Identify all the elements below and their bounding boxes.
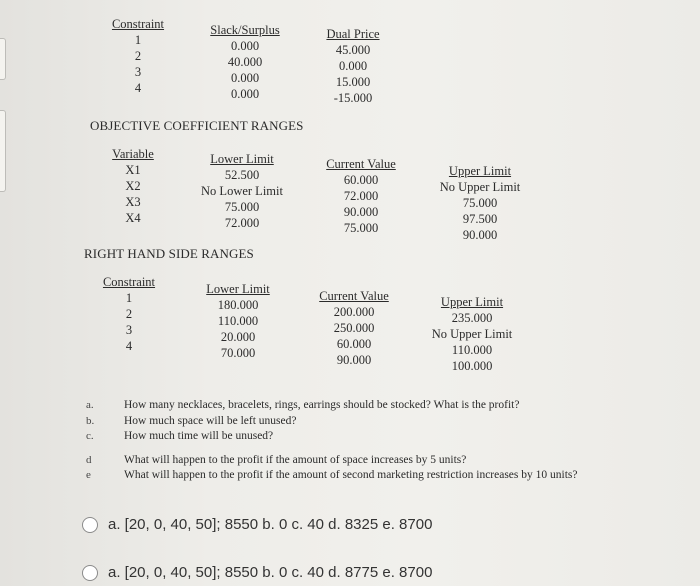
cell: No Upper Limit xyxy=(439,180,521,194)
objective-ranges-heading: OBJECTIVE COEFFICIENT RANGES xyxy=(90,118,304,133)
cell: No Lower Limit xyxy=(201,184,283,198)
rhs-current-column xyxy=(310,288,398,368)
obj-current-column xyxy=(316,156,406,236)
dual-slack-column xyxy=(200,22,290,102)
cell: 75.000 xyxy=(343,221,379,235)
radio-button[interactable] xyxy=(82,565,98,581)
cell: 72.000 xyxy=(343,189,379,203)
cell: 100.000 xyxy=(451,359,493,373)
question-text: What will happen to the profit if the amount of space increases by 5 units? xyxy=(124,453,467,466)
cell: 110.000 xyxy=(451,343,493,357)
cell: 3 xyxy=(134,65,142,79)
rhs-constraint-column xyxy=(98,274,160,354)
cell: 4 xyxy=(134,81,142,95)
cell: 60.000 xyxy=(343,173,379,187)
cell: 0.000 xyxy=(230,39,260,53)
answer-option[interactable] xyxy=(82,564,432,581)
radio-button[interactable] xyxy=(82,517,98,533)
cell: 110.000 xyxy=(217,314,259,328)
answer-option-label: a. [20, 0, 40, 50]; 8550 b. 0 c. 40 d. 8775 e. 8700 xyxy=(108,564,433,581)
cell: 1 xyxy=(125,291,133,305)
cell: X2 xyxy=(125,179,141,193)
rhs-upper-column xyxy=(420,294,524,374)
question-letter: b. xyxy=(86,414,95,427)
cell: 52.500 xyxy=(224,168,260,182)
column-header: Lower Limit xyxy=(206,282,270,296)
column-header: Variable xyxy=(112,147,154,161)
cell: 90.000 xyxy=(336,353,372,367)
cell: 90.000 xyxy=(343,205,379,219)
question-letter: c. xyxy=(86,430,94,442)
rhs-lower-column xyxy=(196,281,280,361)
cell: X3 xyxy=(125,195,141,209)
answer-option-label: a. [20, 0, 40, 50]; 8550 b. 0 c. 40 d. 8325 e. 8700 xyxy=(108,516,433,533)
cell: 4 xyxy=(125,339,133,353)
column-header: Slack/Surplus xyxy=(210,23,280,37)
cell: X4 xyxy=(125,211,141,225)
dual-price-column xyxy=(312,26,394,106)
question-text: What will happen to the profit if the amount of second marketing restriction increases by 10 units? xyxy=(124,469,578,481)
cell: No Upper Limit xyxy=(431,327,513,341)
cell: X1 xyxy=(125,163,141,177)
cell: 2 xyxy=(125,307,133,321)
cell: 235.000 xyxy=(451,311,493,325)
rhs-ranges-heading: RIGHT HAND SIDE RANGES xyxy=(84,246,254,261)
cell: 3 xyxy=(125,323,133,337)
cell: 90.000 xyxy=(462,228,498,242)
cell: 15.000 xyxy=(335,75,371,89)
cell: -15.000 xyxy=(333,91,373,105)
cell: 45.000 xyxy=(335,43,371,57)
cell: 200.000 xyxy=(333,305,375,319)
column-header: Dual Price xyxy=(326,27,380,41)
cell: 2 xyxy=(134,49,142,63)
answer-option[interactable] xyxy=(82,516,432,533)
column-header: Constraint xyxy=(102,275,156,289)
cell: 1 xyxy=(134,33,142,47)
question-letter: d xyxy=(86,453,92,466)
obj-upper-column xyxy=(428,163,532,243)
question-letter: e xyxy=(86,469,91,481)
cell: 75.000 xyxy=(462,196,498,210)
question-letters xyxy=(86,398,94,484)
page-edge-decoration xyxy=(0,38,6,80)
obj-variable-column xyxy=(106,146,160,226)
question-text: How much space will be left unused? xyxy=(124,414,297,427)
question-text: How many necklaces, bracelets, rings, earrings should be stocked? What is the profit? xyxy=(124,399,520,411)
cell: 0.000 xyxy=(230,71,260,85)
question-text: How much time will be unused? xyxy=(124,430,274,442)
cell: 70.000 xyxy=(220,346,256,360)
cell: 72.000 xyxy=(224,216,260,230)
cell: 0.000 xyxy=(338,59,368,73)
dual-constraint-column xyxy=(108,16,168,96)
column-header: Lower Limit xyxy=(210,152,274,166)
column-header: Current Value xyxy=(319,289,389,303)
column-header: Upper Limit xyxy=(440,295,504,309)
question-lines xyxy=(124,398,578,484)
page-edge-decoration xyxy=(0,110,6,192)
question-letter: a. xyxy=(86,399,94,411)
cell: 97.500 xyxy=(462,212,498,226)
cell: 250.000 xyxy=(333,321,375,335)
cell: 0.000 xyxy=(230,87,260,101)
obj-lower-column xyxy=(190,151,294,231)
column-header: Upper Limit xyxy=(448,164,512,178)
cell: 20.000 xyxy=(220,330,256,344)
cell: 60.000 xyxy=(336,337,372,351)
column-header: Constraint xyxy=(111,17,165,31)
cell: 40.000 xyxy=(227,55,263,69)
column-header: Current Value xyxy=(326,157,396,171)
cell: 180.000 xyxy=(217,298,259,312)
cell: 75.000 xyxy=(224,200,260,214)
